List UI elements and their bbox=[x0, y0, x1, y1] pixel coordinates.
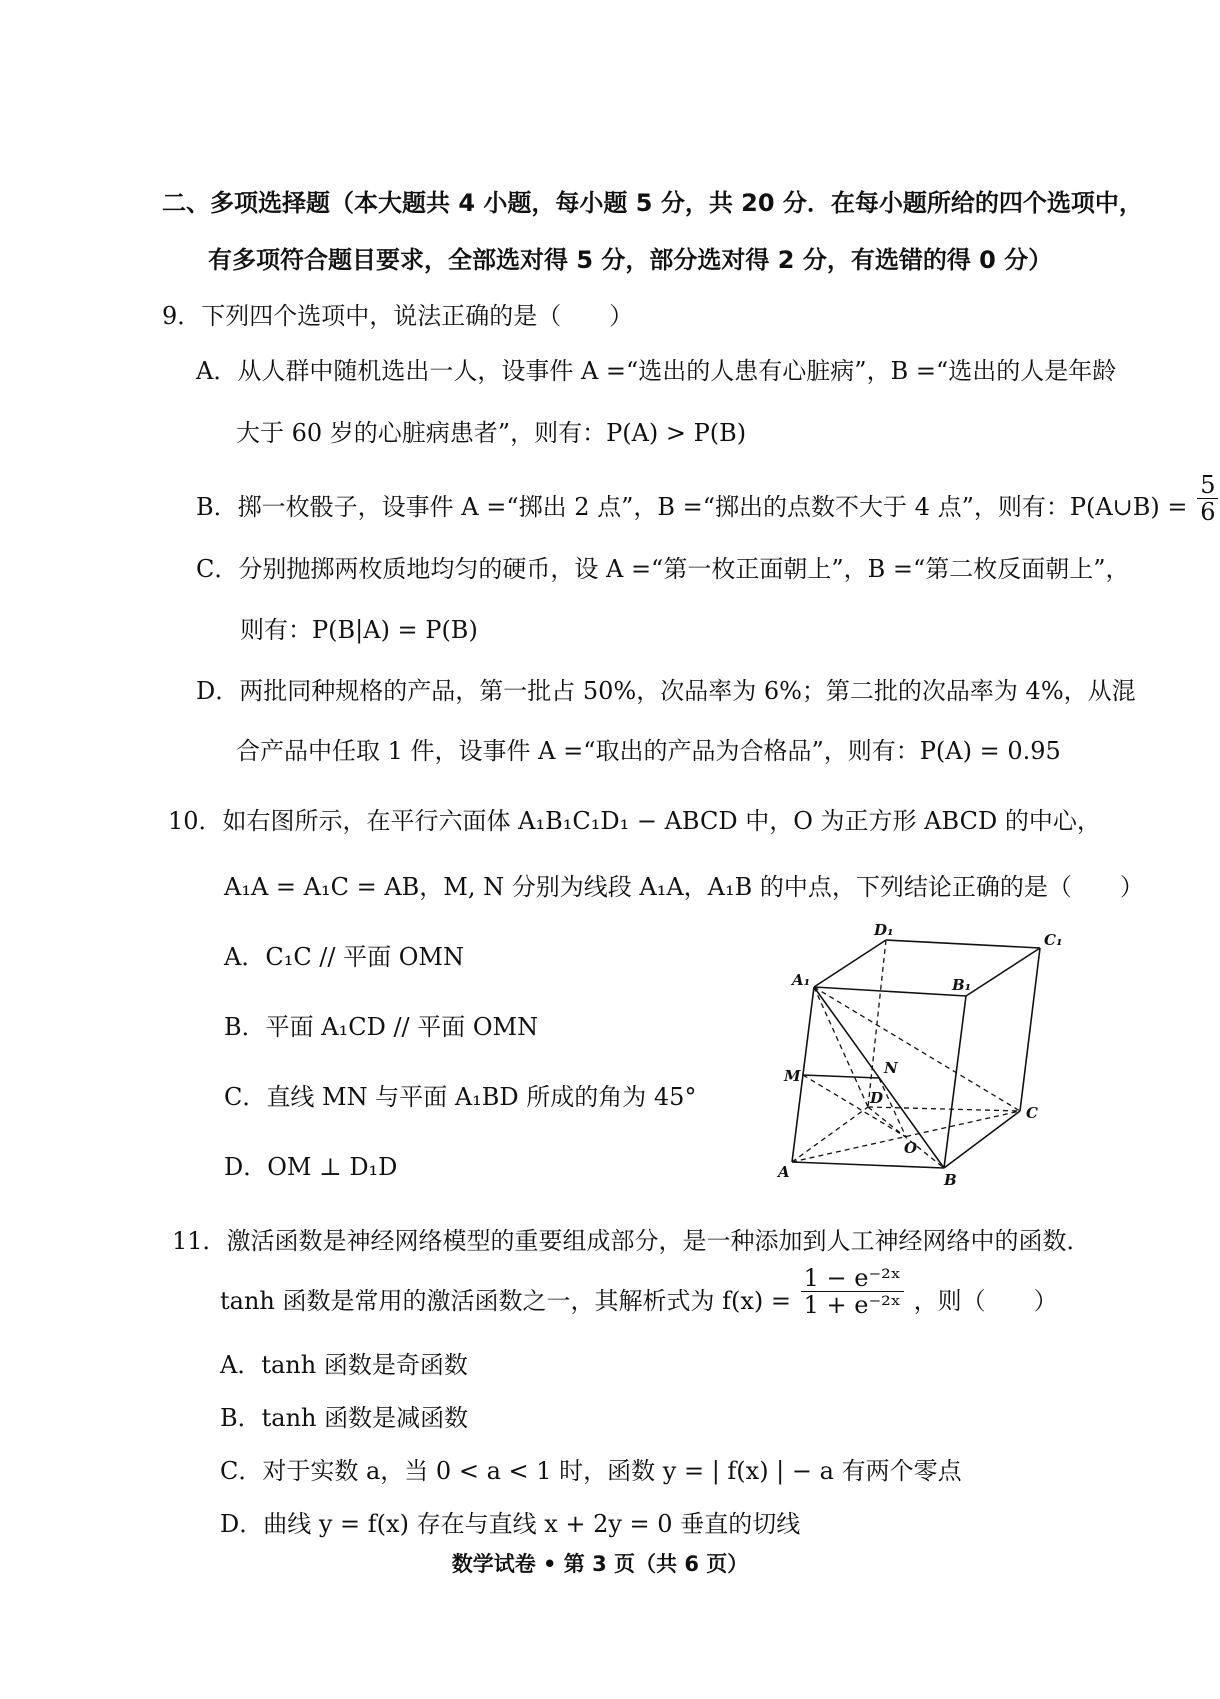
segment-m-o bbox=[803, 1075, 906, 1137]
edge-c1-b1 bbox=[966, 948, 1040, 996]
q9-option-c-line1: C．分别抛掷两枚质地均匀的硬币，设 A =“第一枚正面朝上”，B =“第二枚反面朝上”， bbox=[196, 555, 1130, 583]
edge-a-b bbox=[792, 1162, 944, 1168]
edge-a1-d1 bbox=[814, 940, 886, 987]
q9-option-b bbox=[196, 471, 1220, 526]
q11-stem-line1: 11．激活函数是神经网络模型的重要组成部分，是一种添加到人工神经网络中的函数． bbox=[172, 1227, 1091, 1255]
parallelepiped-figure bbox=[758, 915, 1088, 1200]
q9-stem: 9．下列四个选项中，说法正确的是（ ） bbox=[162, 302, 634, 330]
parallelepiped-diagram bbox=[758, 915, 1088, 1200]
edge-b-c bbox=[944, 1111, 1020, 1168]
q9-option-b-denominator: 6 bbox=[1200, 498, 1216, 526]
label-c: C bbox=[1026, 1104, 1038, 1122]
diag-a1-d bbox=[814, 987, 868, 1107]
edge-b1-b bbox=[944, 996, 966, 1168]
q11-option-a: A．tanh 函数是奇函数 bbox=[220, 1351, 468, 1379]
q9-option-a-line2: 大于 60 岁的心脏病患者”，则有：P(A) > P(B) bbox=[236, 419, 747, 447]
label-n: N bbox=[884, 1059, 898, 1077]
q10-option-a: A．C₁C // 平面 OMN bbox=[224, 943, 464, 971]
q10-option-b: B．平面 A₁CD // 平面 OMN bbox=[224, 1013, 539, 1041]
diag-a1-c bbox=[814, 987, 1020, 1111]
label-d1: D₁ bbox=[874, 921, 894, 939]
q9-option-d-line1: D．两批同种规格的产品，第一批占 50%，次品率为 6%；第二批的次品率为 4%，从混 bbox=[196, 677, 1136, 705]
segment-n-o bbox=[879, 1078, 906, 1137]
label-d: D bbox=[870, 1089, 884, 1107]
q11-fraction-numerator: 1 − e⁻²ˣ bbox=[801, 1265, 904, 1292]
q11-stem-line2 bbox=[220, 1264, 1058, 1319]
q9-option-b-text: B．掷一枚骰子，设事件 A =“掷出 2 点”，B =“掷出的点数不大于 4 点”，则有：P(A∪B) = bbox=[196, 493, 1188, 521]
label-c1: C₁ bbox=[1044, 931, 1063, 949]
q10-stem-line2: A₁A = A₁C = AB，M, N 分别为线段 A₁A，A₁B 的中点，下列结论正确的是（ ） bbox=[224, 873, 1144, 901]
label-a1: A₁ bbox=[792, 971, 811, 989]
q9-option-c-line2: 则有：P(B|A) = P(B) bbox=[240, 616, 478, 644]
page-footer: 数学试卷 • 第 3 页（共 6 页） bbox=[451, 1552, 749, 1576]
label-b1: B₁ bbox=[952, 976, 972, 994]
section-title-line1: 二、多项选择题（本大题共 4 小题，每小题 5 分，共 20 分．在每小题所给的四个选项中， bbox=[162, 189, 1143, 217]
q10-stem-line1: 10．如右图所示，在平行六面体 A₁B₁C₁D₁ − ABCD 中，O 为正方形 ABCD 的中心， bbox=[168, 807, 1101, 835]
q11-fraction bbox=[801, 1265, 904, 1318]
q11-stem-line2a: tanh 函数是常用的激活函数之一，其解析式为 f(x) = bbox=[220, 1287, 792, 1315]
q9-option-a-line1: A．从人群中随机选出一人，设事件 A =“选出的人患有心脏病”，B =“选出的人是年龄 bbox=[196, 357, 1117, 385]
edge-c1-c bbox=[1020, 948, 1040, 1111]
q9-option-d-line2: 合产品中任取 1 件，设事件 A =“取出的产品为合格品”，则有：P(A) = 0.95 bbox=[236, 737, 1061, 765]
dashed-edges bbox=[792, 940, 1020, 1168]
edge-d1-c1 bbox=[886, 940, 1040, 948]
q9-option-b-fraction bbox=[1197, 472, 1218, 525]
edge-d1-d bbox=[868, 940, 886, 1107]
label-a: A bbox=[778, 1163, 790, 1181]
q11-option-d: D．曲线 y = f(x) 存在与直线 x + 2y = 0 垂直的切线 bbox=[220, 1510, 801, 1538]
q11-option-c: C．对于实数 a，当 0 < a < 1 时，函数 y = | f(x) | − a 有两个零点 bbox=[220, 1457, 962, 1485]
edge-b1-a1 bbox=[814, 987, 966, 996]
q11-fraction-denominator: 1 + e⁻²ˣ bbox=[803, 1291, 901, 1319]
q10-option-d: D．OM ⊥ D₁D bbox=[224, 1153, 398, 1181]
label-o: O bbox=[904, 1139, 918, 1157]
segment-m-n bbox=[803, 1075, 879, 1078]
q10-option-c: C．直线 MN 与平面 A₁BD 所成的角为 45° bbox=[224, 1083, 697, 1111]
section-title-line2: 有多项符合题目要求，全部选对得 5 分，部分选对得 2 分，有选错的得 0 分） bbox=[208, 246, 1053, 274]
q9-option-b-numerator: 5 bbox=[1197, 472, 1218, 499]
q11-stem-line2b: ，则（ ） bbox=[913, 1287, 1058, 1315]
q11-option-b: B．tanh 函数是减函数 bbox=[220, 1404, 469, 1432]
label-b: B bbox=[944, 1171, 957, 1189]
edge-d-c bbox=[868, 1107, 1020, 1111]
label-m: M bbox=[784, 1067, 801, 1085]
